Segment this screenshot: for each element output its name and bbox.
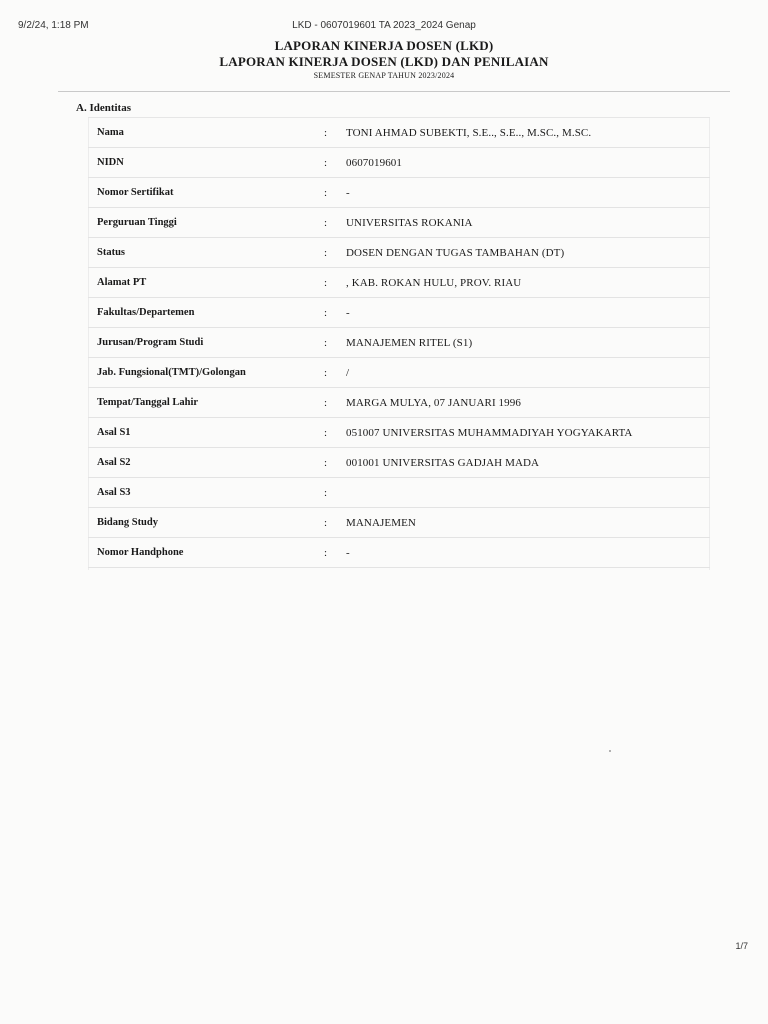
table-row <box>88 328 710 358</box>
row-value: 001001 UNIVERSITAS GADJAH MADA <box>346 448 710 478</box>
row-value: DOSEN DENGAN TUGAS TAMBAHAN (DT) <box>346 238 710 268</box>
row-separator: : <box>311 298 346 328</box>
row-label: Jab. Fungsional(TMT)/Golongan <box>88 358 311 388</box>
row-value: , KAB. ROKAN HULU, PROV. RIAU <box>346 268 710 298</box>
row-separator: : <box>311 538 346 568</box>
row-separator: : <box>311 388 346 418</box>
row-label: Status <box>88 238 311 268</box>
table-row <box>88 388 710 418</box>
row-separator: : <box>311 448 346 478</box>
header-divider <box>58 91 730 92</box>
row-label: Perguruan Tinggi <box>88 208 311 238</box>
row-separator: : <box>311 118 346 148</box>
section-heading-identitas: A. Identitas <box>76 102 132 114</box>
row-label: Alamat PT <box>88 268 311 298</box>
row-value: - <box>346 538 710 568</box>
row-label: Bidang Study <box>88 508 311 538</box>
page-number: 1/7 <box>735 941 748 951</box>
row-value <box>346 478 710 508</box>
row-label: Nomor Sertifikat <box>88 178 311 208</box>
report-subtitle: LAPORAN KINERJA DOSEN (LKD) DAN PENILAIAN <box>219 54 549 69</box>
identity-table <box>88 117 710 568</box>
table-row <box>88 148 710 178</box>
row-separator: : <box>311 478 346 508</box>
row-label: Asal S3 <box>88 478 311 508</box>
row-separator: : <box>311 208 346 238</box>
row-value: MANAJEMEN RITEL (S1) <box>346 328 710 358</box>
row-separator: : <box>311 178 346 208</box>
semester-label: SEMESTER GENAP TAHUN 2023/2024 <box>313 71 455 80</box>
row-separator: : <box>311 148 346 178</box>
row-separator: : <box>311 418 346 448</box>
table-row <box>88 178 710 208</box>
row-label: Nama <box>88 118 311 148</box>
row-value: 0607019601 <box>346 148 710 178</box>
table-row <box>88 118 710 148</box>
row-value: TONI AHMAD SUBEKTI, S.E.., S.E.., M.SC., M.SC. <box>346 118 710 148</box>
report-title: LAPORAN KINERJA DOSEN (LKD) <box>274 38 494 53</box>
row-label: Nomor Handphone <box>88 538 311 568</box>
row-separator: : <box>311 238 346 268</box>
print-date: 9/2/24, 1:18 PM <box>18 20 89 31</box>
row-separator: : <box>311 328 346 358</box>
print-page-title: LKD - 0607019601 TA 2023_2024 Genap <box>292 20 476 31</box>
table-row <box>88 478 710 508</box>
table-row <box>88 268 710 298</box>
row-label: Fakultas/Departemen <box>88 298 311 328</box>
table-row <box>88 298 710 328</box>
row-label: Jurusan/Program Studi <box>88 328 311 358</box>
row-value: MARGA MULYA, 07 JANUARI 1996 <box>346 388 710 418</box>
row-label: Asal S2 <box>88 448 311 478</box>
row-value: - <box>346 178 710 208</box>
row-value: / <box>346 358 710 388</box>
table-row <box>88 418 710 448</box>
row-separator: : <box>311 508 346 538</box>
row-value: UNIVERSITAS ROKANIA <box>346 208 710 238</box>
row-separator: : <box>311 358 346 388</box>
table-row <box>88 358 710 388</box>
row-label: Tempat/Tanggal Lahir <box>88 388 311 418</box>
row-label: Asal S1 <box>88 418 311 448</box>
table-row <box>88 538 710 568</box>
row-value: 051007 UNIVERSITAS MUHAMMADIYAH YOGYAKARTA <box>346 418 710 448</box>
scan-speck <box>609 750 611 752</box>
table-row <box>88 238 710 268</box>
table-row <box>88 208 710 238</box>
row-value: - <box>346 298 710 328</box>
report-header <box>0 38 768 81</box>
row-value: MANAJEMEN <box>346 508 710 538</box>
table-row <box>88 508 710 538</box>
row-separator: : <box>311 268 346 298</box>
row-label: NIDN <box>88 148 311 178</box>
table-row <box>88 448 710 478</box>
